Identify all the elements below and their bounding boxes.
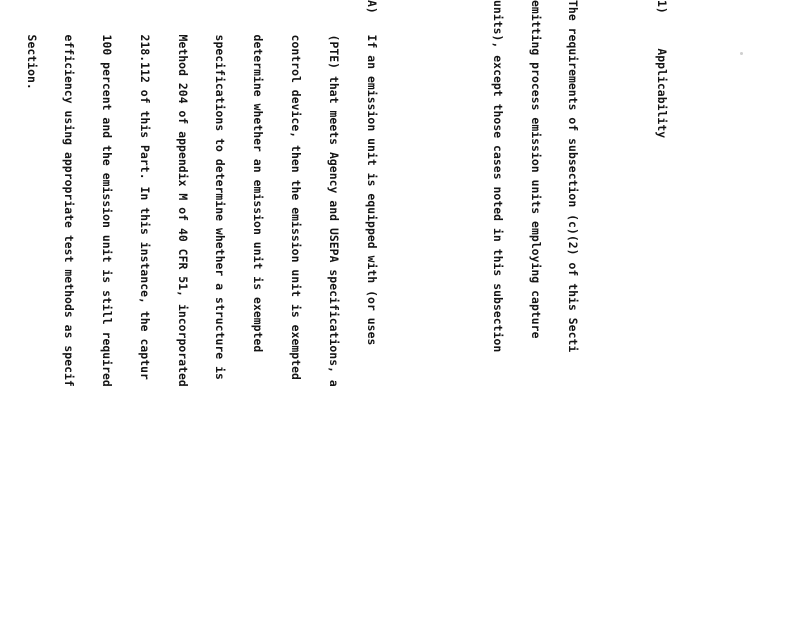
text-line: Section. — [24, 0, 39, 90]
text-line: emitting process emission units employing capture — [528, 0, 543, 339]
text-line: specifications to determine whether a structure is — [213, 0, 228, 380]
text-line: efficiency using appropriate test methods as specif — [62, 0, 77, 387]
text-line: determine whether an emission unit is exempted — [251, 0, 266, 353]
text-line: Method 204 of appendix M of 40 CFR 51, incorporated — [175, 0, 190, 387]
text-line: 218.112 of this Part. In this instance, the captur — [137, 0, 152, 380]
text-line: (PTE) that meets Agency and USEPA specifications, a — [326, 0, 341, 387]
text-line: control device, then the emission unit is exempted — [289, 0, 303, 380]
text-line: units), except those cases noted in this subsection — [490, 0, 505, 353]
text-line: The requirements of subsection (c)(2) of this Secti — [566, 0, 581, 353]
text-line: 100 percent and the emission unit is still required — [100, 0, 115, 387]
intro-paragraph — [466, 0, 605, 618]
text-line: A) If an emission unit is equipped with (or uses — [364, 0, 379, 346]
section-heading — [630, 0, 693, 618]
heading-line: 1) Applicability — [654, 0, 669, 139]
